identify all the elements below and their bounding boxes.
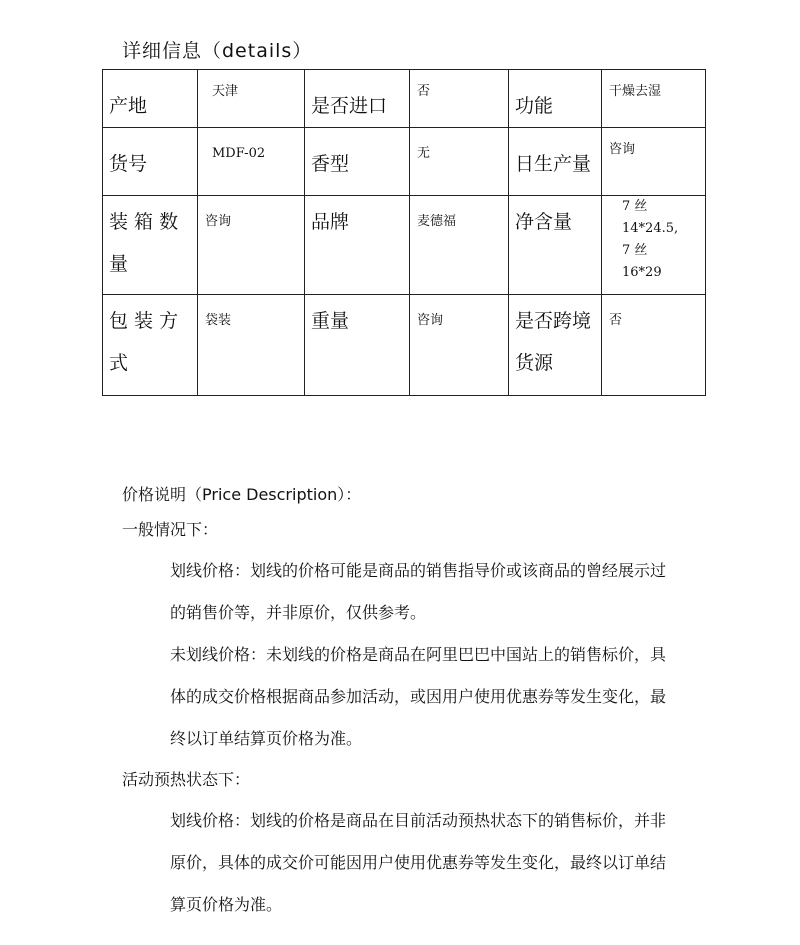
label-packaging: 包 装 方 式 — [109, 310, 179, 374]
details-title: 详细信息（details） — [122, 40, 313, 62]
value-daily-output: 咨询 — [609, 142, 636, 157]
value-function: 干燥去湿 — [609, 84, 662, 99]
details-table — [102, 69, 706, 396]
label-item-number: 货号 — [109, 153, 148, 175]
details-row-item-number — [103, 128, 706, 196]
label-function: 功能 — [515, 95, 554, 117]
label-packing-qty: 装 箱 数 量 — [109, 211, 179, 275]
details-row-packaging — [103, 295, 706, 396]
price-title: 价格说明（Price Description）： — [122, 485, 362, 504]
details-row-packing-qty — [103, 196, 706, 295]
value-item-number: MDF-02 — [212, 146, 266, 161]
label-imported: 是否进口 — [311, 95, 388, 117]
label-brand: 品牌 — [311, 211, 350, 233]
value-imported: 否 — [417, 84, 431, 99]
details-row-origin — [103, 70, 706, 128]
value-fragrance: 无 — [417, 146, 431, 161]
label-daily-output: 日生产量 — [515, 153, 592, 175]
label-weight: 重量 — [311, 310, 350, 332]
value-weight: 咨询 — [417, 313, 444, 328]
value-packing-qty: 咨询 — [205, 214, 232, 229]
value-net-content: 7 丝 14*24.5, 7 丝 16*29 — [622, 199, 679, 280]
preheat-heading: 活动预热状态下： — [122, 770, 251, 789]
label-net-content: 净含量 — [515, 211, 573, 233]
price-description — [122, 480, 702, 926]
label-cross-border: 是否跨境货源 — [515, 310, 592, 374]
value-origin: 天津 — [212, 84, 239, 99]
general-unstruck-paragraph: 未划线价格：未划线的价格是商品在阿里巴巴中国站上的销售标价，具体的成交价格根据商品参加活动，或因用户使用优惠券等发生变化，最终以订单结算页价格为准。 — [170, 645, 667, 748]
value-cross-border: 否 — [609, 313, 623, 328]
general-heading: 一般情况下： — [122, 520, 219, 539]
label-fragrance: 香型 — [311, 153, 350, 175]
preheat-strikethrough-paragraph: 划线价格：划线的价格是商品在目前活动预热状态下的销售标价，并非原价，具体的成交价可能因用户使用优惠券等发生变化，最终以订单结算页价格为准。 — [170, 811, 667, 914]
value-packaging: 袋装 — [205, 313, 232, 328]
general-strikethrough-paragraph: 划线价格：划线的价格可能是商品的销售指导价或该商品的曾经展示过的销售价等，并非原价，仅供参考。 — [170, 561, 667, 622]
label-origin: 产地 — [109, 95, 148, 117]
value-brand: 麦德福 — [417, 214, 457, 229]
